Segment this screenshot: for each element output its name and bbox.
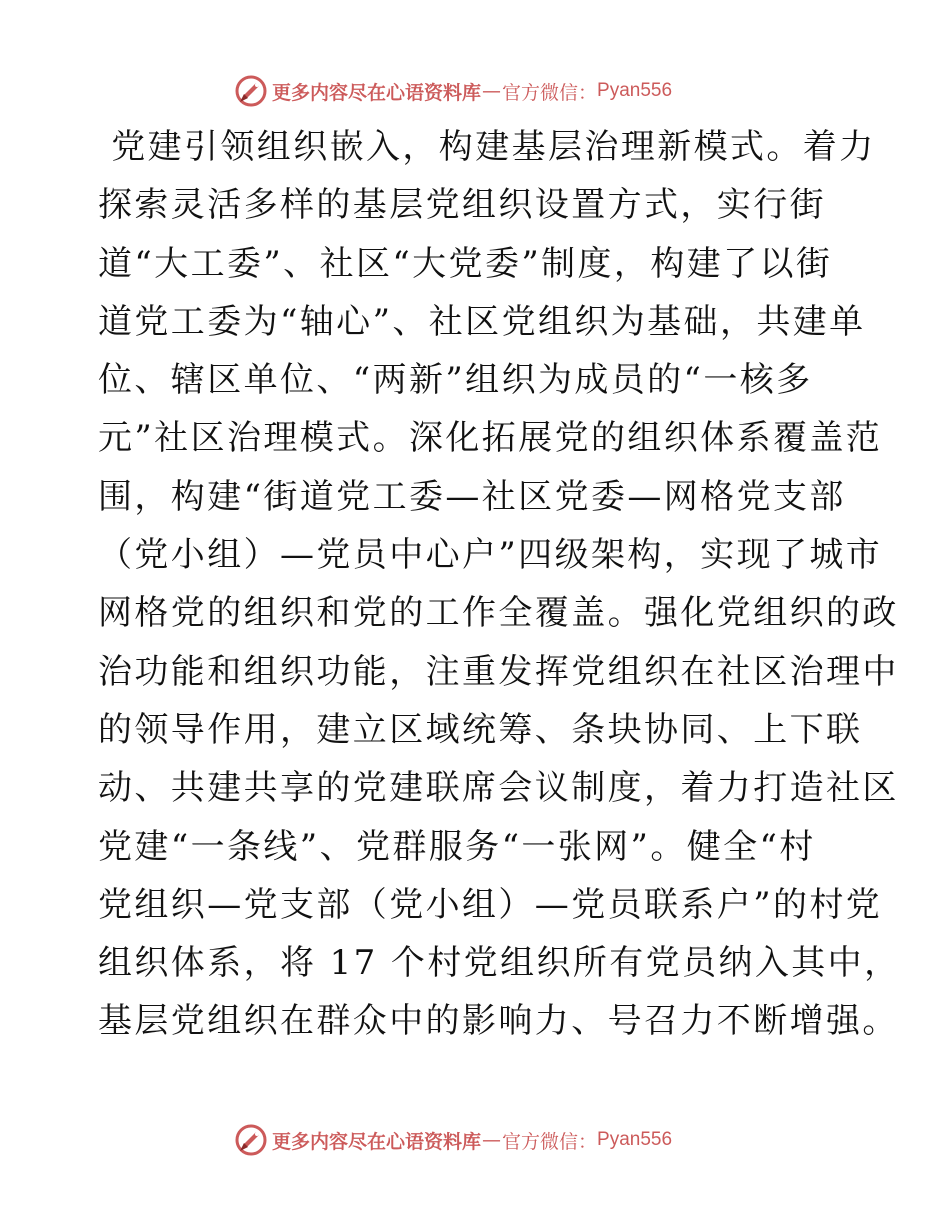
paragraph-line: 动、共建共享的党建联席会议制度，着力打造社区 <box>98 768 899 809</box>
footer-wechat-handle: Pyan556 <box>597 1129 673 1150</box>
paragraph-line: 的领导作用，建立区域统筹、条块协同、上下联 <box>98 709 863 750</box>
paragraph-line: 道党工委为“轴心”、社区党组织为基础，共建单 <box>98 301 866 342</box>
brand-logo-icon <box>234 1123 268 1157</box>
footer-banner <box>234 1122 672 1158</box>
footer-separator: — <box>482 1129 502 1151</box>
paragraph-line: 党组织—党支部（党小组）—党员联系户”的村党 <box>98 884 883 925</box>
paragraph-line: 道“大工委”、社区“大党委”制度，构建了以街 <box>98 243 833 284</box>
footer-brand-text: 更多内容尽在心语资料库 <box>272 1130 482 1153</box>
brand-logo-icon <box>234 74 268 108</box>
body-paragraph <box>98 118 901 1051</box>
paragraph-line: 探索灵活多样的基层党组织设置方式，实行街 <box>98 185 826 226</box>
paragraph-line: （党小组）—党员中心户”四级架构，实现了城市 <box>98 535 883 576</box>
footer-label: 官方微信： <box>502 1130 598 1153</box>
header-banner <box>234 73 672 109</box>
header-separator: — <box>482 80 502 102</box>
paragraph-line: 治功能和组织功能，注重发挥党组织在社区治理中 <box>98 651 899 692</box>
header-label: 官方微信： <box>502 81 598 104</box>
paragraph-line: 元”社区治理模式。深化拓展党的组织体系覆盖范 <box>98 418 883 459</box>
paragraph-line: 基层党组织在群众中的影响力、号召力不断增强。 <box>98 1001 899 1042</box>
header-brand-text: 更多内容尽在心语资料库 <box>272 81 482 104</box>
paragraph-line: 党建“一条线”、党群服务“一张网”。健全“村 <box>98 826 816 867</box>
paragraph-line: 围，构建“街道党工委—社区党委—网格党支部 <box>98 476 846 517</box>
header-wechat-handle: Pyan556 <box>597 80 673 101</box>
paragraph-line: 组织体系，将 17 个村党组织所有党员纳入其中， <box>98 943 901 984</box>
paragraph-line: 党建引领组织嵌入，构建基层治理新模式。着力 <box>98 127 876 167</box>
paragraph-line: 位、辖区单位、“两新”组织为成员的“一核多 <box>98 360 813 401</box>
paragraph-line: 网格党的组织和党的工作全覆盖。强化党组织的政 <box>98 593 899 634</box>
